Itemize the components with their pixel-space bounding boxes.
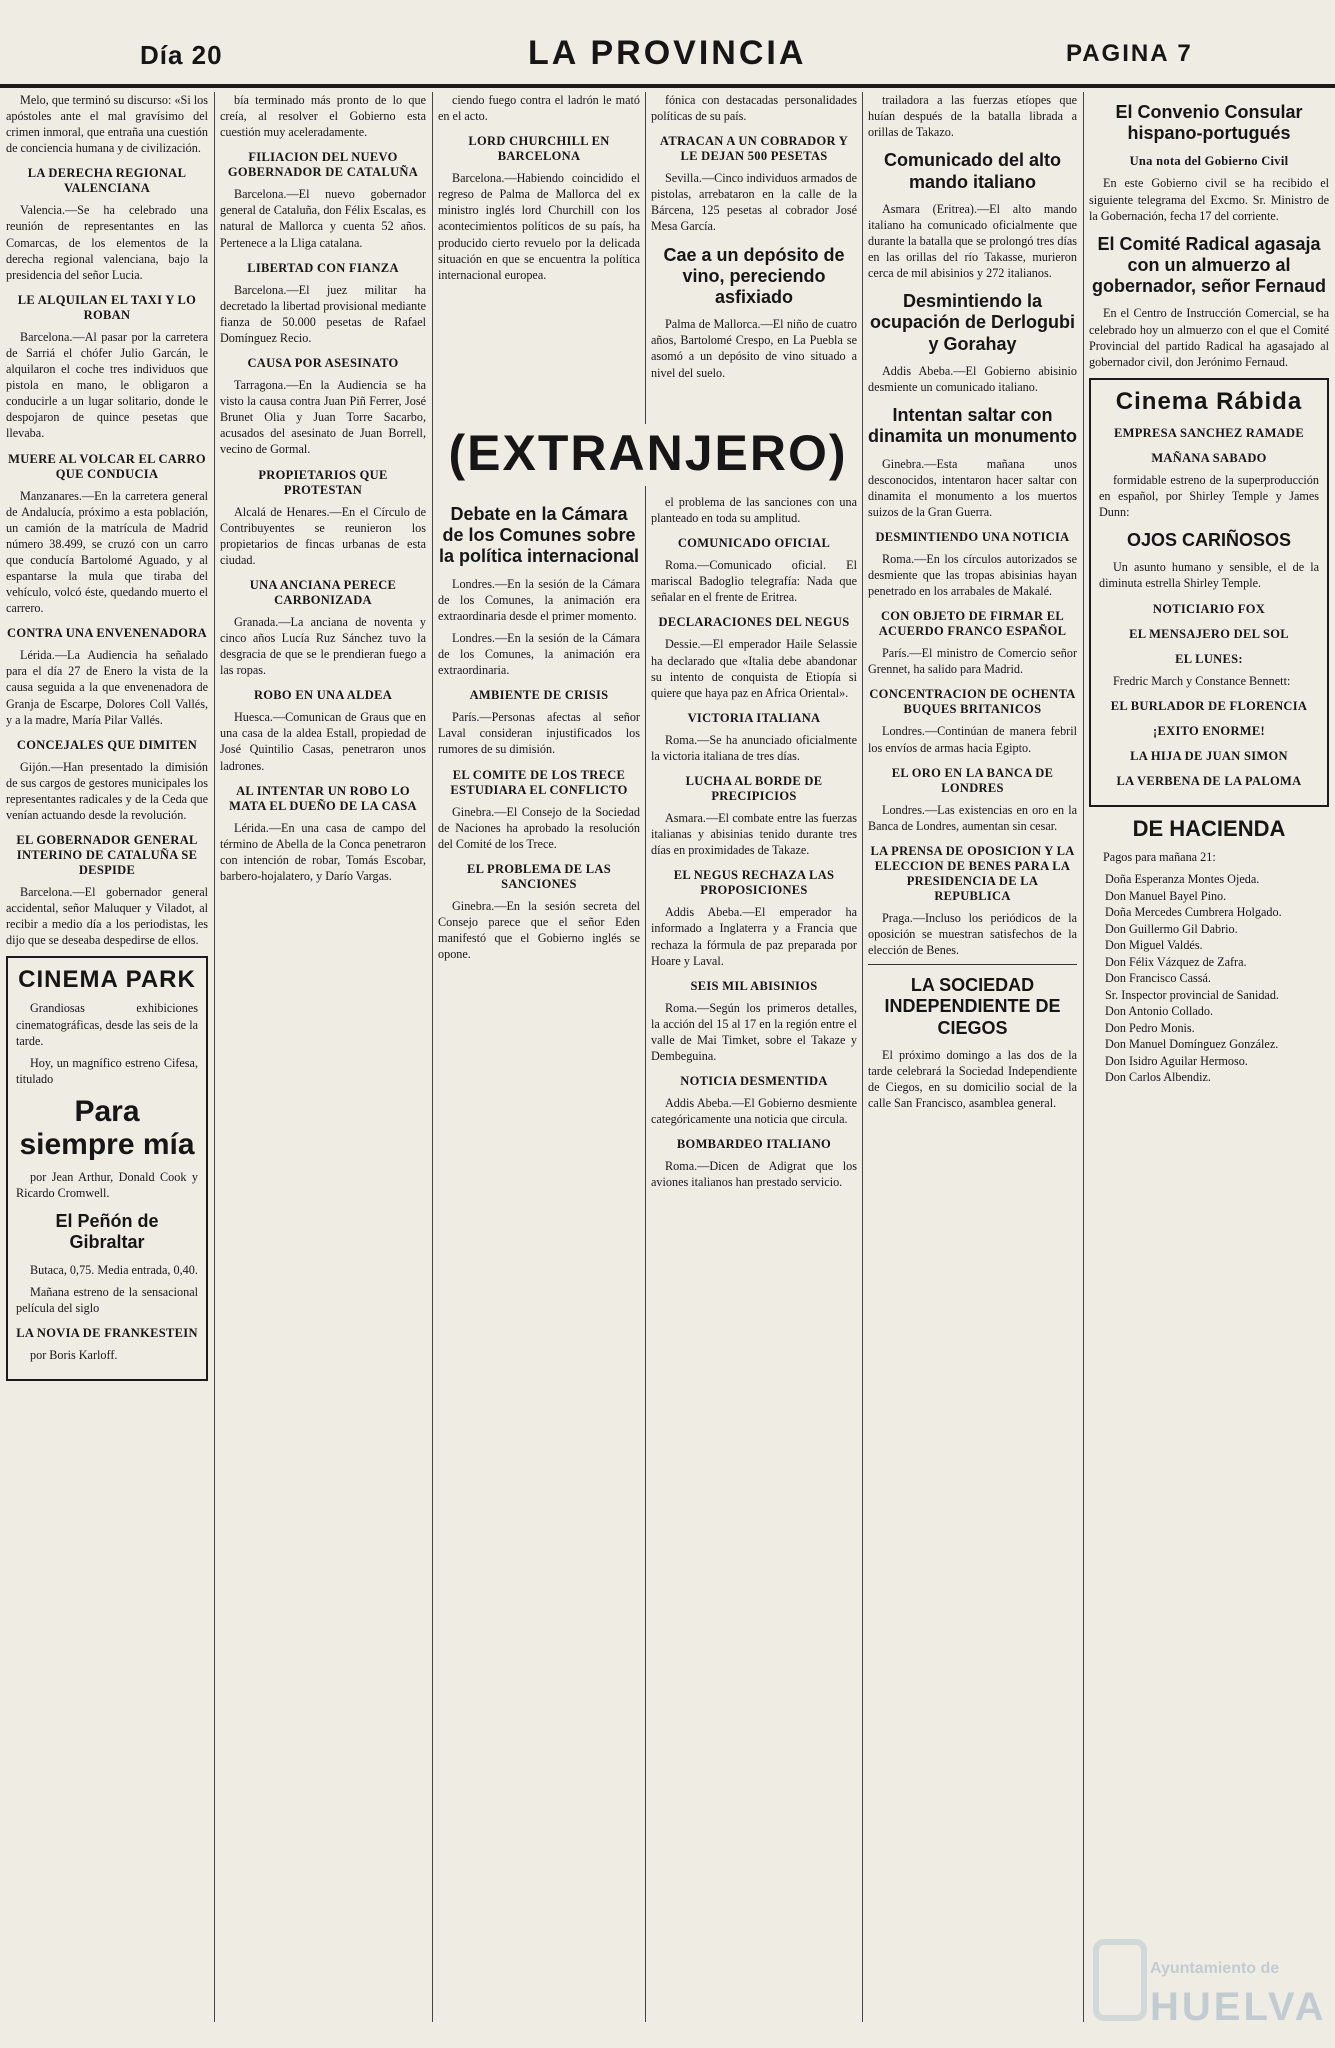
headline: Debate en la Cámara de los Comunes sobre la política internacional [438, 504, 640, 567]
article-text: Praga.—Incluso los periódicos de la oposición se muestran satisfechos de la elección de Benes. [868, 910, 1077, 957]
section-heading: FILIACION DEL NUEVO GOBERNADOR DE CATALUÑA [227, 150, 419, 180]
article-text: París.—Personas afectas al señor Laval consideran injustificados los rumores de su dimisión. [438, 710, 640, 757]
section-heading: CONCEJALES QUE DIMITEN [16, 737, 198, 752]
section-heading: BOMBARDEO ITALIANO [676, 1137, 832, 1152]
section-heading: EL ORO EN LA BANCA DE LONDRES [891, 765, 1054, 795]
ad-text: Mañana estreno de la sensacional película del siglo [16, 1284, 198, 1315]
column-divider [432, 92, 433, 2022]
section-heading: LE ALQUILAN EL TAXI Y LO ROBAN [17, 292, 197, 322]
section-heading: DECLARACIONES DEL NEGUS [658, 615, 850, 630]
list-item: Don Isidro Aguilar Hermoso. [1105, 1053, 1248, 1068]
column-4-lower [651, 494, 857, 2022]
article-text: Alcalá de Henares.—En el Círculo de Contribuyentes se reunieron los propietarios de fincas urbanas de esta ciudad. [220, 504, 426, 567]
cinema-park-ad [6, 956, 208, 1381]
section-heading: CAUSA POR ASESINATO [247, 356, 399, 371]
list-item: Doña Esperanza Montes Ojeda. [1105, 872, 1260, 887]
masthead-rule [0, 84, 1335, 88]
section-heading: VICTORIA ITALIANA [687, 710, 821, 725]
watermark-text: Ayuntamiento de [1150, 1960, 1280, 1977]
article-text: Barcelona.—Habiendo coincidido el regreso de Palma de Mallorca del ex ministro inglés lord Churchill con los acontecimientos políticos de su país, ha producido cierto revuelo por la delicada situación en que se encuentra la política internacional europea. [438, 171, 640, 282]
article-text: Londres.—En la sesión de la Cámara de los Comunes, la animación era extraordinaria. [438, 630, 640, 678]
newspaper-title: LA PROVINCIA [528, 34, 807, 72]
article-text: Tarragona.—En la Audiencia se ha visto la causa contra Juan Piñ Ferrer, José Brunet Olia y Juan Torre Sacarbo, acusados del asesinato de Juan Borrell, vecino de Gormal. [220, 378, 426, 457]
ad-film-title: LA HIJA DE JUAN SIMON [1130, 748, 1288, 763]
column-4-top [651, 92, 857, 422]
column-3-lower [438, 494, 640, 2022]
section-heading: UNA ANCIANA PERECE CARBONIZADA [249, 577, 397, 607]
section-heading: ROBO EN UNA ALDEA [253, 688, 393, 703]
article-text: Roma.—Según los primeros detalles, la acción del 15 al 17 en la región entre el valle de Mai Timket, sobre el Takaze y Dembeguina. [651, 1000, 857, 1063]
ad-film-title: EL BURLADOR DE FLORENCIA [1110, 698, 1308, 713]
article-text: Dessie.—El emperador Haile Selassie ha declarado que «Italia debe abandonar su intento de conquista de Etiopía si quiere que haya paz en Africa Oriental». [651, 637, 857, 700]
ad-title: Cinema Rábida [1115, 387, 1303, 415]
list-item: Don Miguel Valdés. [1105, 938, 1203, 953]
headline: LA SOCIEDAD INDEPENDIENTE DE CIEGOS [884, 975, 1061, 1038]
section-heading: LA DERECHA REGIONAL VALENCIANA [27, 166, 187, 196]
section-heading: MUERE AL VOLCAR EL CARRO QUE CONDUCIA [8, 451, 206, 481]
article-text: París.—El ministro de Comercio señor Grennet, ha salido para Madrid. [868, 646, 1077, 677]
ad-text: Un asunto humano y sensible, el de la diminuta estrella Shirley Temple. [1099, 560, 1319, 591]
ad-film-title: OJOS CARIÑOSOS [1126, 530, 1292, 551]
article-text: Addis Abeba.—El Gobierno desmiente categóricamente una noticia que circula. [651, 1096, 857, 1127]
article-text: Valencia.—Se ha celebrado una reunión de representantes en las Comarcas, de los elementos de la derecha regional valenciana, bajo la presidencia del señor Lucia. [6, 203, 208, 282]
ad-date: MAÑANA SABADO [1151, 450, 1267, 465]
article-text: Gijón.—Han presentado la dimisión de sus cargos de gestores municipales los representantes radicales y de la Ceda que venían actuando desde la revolución. [6, 759, 208, 822]
ad-film-title: EL MENSAJERO DEL SOL [1129, 626, 1289, 641]
section-heading: CONCENTRACION DE OCHENTA BUQUES BRITANICOS [869, 687, 1076, 717]
extranjero-banner [438, 424, 858, 486]
section-heading: LA PRENSA DE OPOSICION Y LA ELECCION DE BENES PARA LA PRESIDENCIA DE LA REPUBLICA [870, 843, 1075, 903]
article-text: Melo, que terminó su discurso: «Si los apóstoles ante el mal gravísimo del crimen inmoral, que entraña una cuestión de conciencia humana y de civilización. [6, 93, 208, 156]
section-heading: EL PROBLEMA DE LAS SANCIONES [467, 861, 611, 891]
column-6 [1089, 92, 1329, 2022]
list-item: Don Carlos Albendiz. [1105, 1069, 1211, 1084]
article-text: Granada.—La anciana de noventa y cinco años Lucía Ruz Sánchez tuvo la desgracia de que se le prendieran fuego a las ropas. [220, 614, 426, 678]
section-heading: COMUNICADO OFICIAL [677, 536, 831, 551]
column-2 [220, 92, 426, 2022]
article-text: Ginebra.—En la sesión secreta del Consejo parece que el señor Eden manifestó que el Gobierno inglés se opone. [438, 898, 640, 962]
list-item: Don Manuel Bayel Pino. [1105, 888, 1227, 903]
ad-text: Fredric March y Constance Bennett: [1113, 673, 1291, 688]
ad-text: Grandiosas exhibiciones cinematográficas, desde las seis de la tarde. [16, 1001, 198, 1048]
list-item: Doña Mercedes Cumbrera Holgado. [1105, 905, 1282, 920]
headline: El Convenio Consular hispano-portugués [1115, 102, 1303, 144]
article-text: Pagos para mañana 21: [1103, 850, 1216, 865]
section-heading: LIBERTAD CON FIANZA [247, 260, 399, 275]
column-divider [214, 92, 215, 2022]
ad-text: por Jean Arthur, Donald Cook y Ricardo Cromwell. [16, 1169, 198, 1201]
article-text: En este Gobierno civil se ha recibido el siguiente telegrama del Excmo. Sr. Ministro de la Gobernación, fecha 17 del corriente. [1089, 176, 1329, 223]
section-heading: PROPIETARIOS QUE PROTESTAN [258, 467, 388, 497]
section-heading: DESMINTIENDO UNA NOTICIA [875, 529, 1070, 544]
headline: Desmintiendo la ocupación de Derlogubi y Gorahay [869, 291, 1075, 354]
section-heading: NOTICIA DESMENTIDA [680, 1074, 828, 1089]
article-text: El próximo domingo a las dos de la tarde celebrará la Sociedad Independiente de Ciegos, en su domicilio social de la calle San Francisco, asamblea general. [868, 1047, 1077, 1111]
article-text: Barcelona.—El nuevo gobernador general de Cataluña, don Félix Escalas, es natural de Mallorca y cuenta 52 años. Pertenece a la Lliga catalana. [220, 187, 426, 250]
article-text: trailadora a las fuerzas etíopes que huían después de la batalla librada a orillas de Takazo. [868, 93, 1077, 140]
article-text: En el Centro de Instrucción Comercial, se ha celebrado hoy un almuerzo con el que el Comité Provincial del partido Radical ha agasajado al gobernador civil, don Jerónimo Fernaud. [1089, 306, 1329, 369]
article-text: Roma.—Se ha anunciado oficialmente la victoria italiana de tres días. [651, 732, 857, 763]
divider [868, 964, 1077, 965]
list-item: Don Antonio Collado. [1105, 1004, 1213, 1019]
page-number: PAGINA 7 [1066, 40, 1193, 67]
list-item: Don Guillermo Gil Dabrio. [1105, 921, 1238, 936]
article-text: Roma.—Dicen de Adigrat que los aviones italianos han prestado servicio. [651, 1159, 857, 1190]
article-text: Londres.—Las existencias en oro en la Banca de Londres, aumentan sin cesar. [868, 802, 1077, 833]
ad-text: Hoy, un magnífico estreno Cifesa, titulado [16, 1055, 198, 1086]
article-text: Roma.—En los círculos autorizados se desmiente que las tropas abisinias hayan penetrado en los arrabales de Makalé. [868, 551, 1077, 599]
article-text: Palma de Mallorca.—El niño de cuatro años, Bartolomé Crespo, en La Puebla se asomó a un depósito de vino situado a nivel del suelo. [651, 317, 857, 380]
article-text: fónica con destacadas personalidades políticas de su país. [651, 93, 857, 124]
ad-company: EMPRESA SANCHEZ RAMADE [1114, 425, 1304, 440]
payee-list [1089, 871, 1329, 1085]
article-text: Roma.—Comunicado oficial. El mariscal Badoglio telegrafía: Nada que señalar en el frente de Eritrea. [651, 558, 857, 605]
headline: Intentan saltar con dinamita un monumento [868, 405, 1077, 447]
headline: El Comité Radical agasaja con un almuerzo al gobernador, señor Fernaud [1091, 233, 1327, 297]
article-text: Barcelona.—El juez militar ha decretado la libertad provisional mediante fianza de 50.000 pesetas de Rafael Domínguez Recio. [220, 282, 426, 345]
section-banner: (EXTRANJERO) [448, 425, 848, 481]
article-text: el problema de las sanciones con una planteado en toda su amplitud. [651, 495, 857, 526]
column-divider [862, 92, 863, 2022]
headline: DE HACIENDA [1132, 815, 1286, 841]
ad-film-title: Para siempre mía [19, 1094, 195, 1161]
watermark-text: HUELVA [1150, 1985, 1327, 2029]
article-text: Ginebra.—El Consejo de la Sociedad de Naciones ha aprobado la resolución del Comité de los Trece. [438, 804, 640, 851]
column-3-top [438, 92, 640, 422]
section-heading: LUCHA AL BORDE DE PRECIPICIOS [685, 774, 823, 804]
article-text: Sevilla.—Cinco individuos armados de pistolas, arrebataron en la calle de la Bárcena, 125 pesetas al cobrador José Mesa García. [651, 171, 857, 234]
ad-title: CINEMA PARK [18, 966, 196, 994]
cinema-rabida-ad [1089, 378, 1329, 807]
section-heading: SEIS MIL ABISINIOS [690, 978, 818, 993]
article-text: Lérida.—En una casa de campo del término de Abella de la Conca penetraron con intención de robar, Tomás Escobar, barbero-hojalatero, y Darío Vargas. [220, 820, 426, 883]
section-heading: EL NEGUS RECHAZA LAS PROPOSICIONES [673, 868, 835, 898]
article-text: Lérida.—La Audiencia ha señalado para el día 27 de Enero la vista de la causa seguida a la que envenenadora de Granja de Escarpe, Dolores Coll Vallés, y a la madre, María Pilar Vallés. [6, 648, 208, 727]
article-text: Barcelona.—Al pasar por la carretera de Sarriá el chófer Julio Garcán, le alquilaron el coche tres individuos que pistola en mano, le obligaron a conducirle a un lugar solitario, donde le despojaron de quince pesetas que llevaba. [6, 329, 208, 441]
column-divider [1083, 92, 1084, 2022]
column-5 [868, 92, 1077, 2022]
ad-text: formidable estreno de la superproducción en español, por Shirley Temple y James Dunn: [1099, 472, 1319, 520]
article-text: Addis Abeba.—El emperador ha informado a Inglaterra y a Francia que rechaza la fórmula de paz preparada por Hoare y Laval. [651, 905, 857, 968]
article-text: ciendo fuego contra el ladrón le mató en el acto. [438, 93, 640, 124]
ad-text: Butaca, 0,75. Media entrada, 0,40. [30, 1262, 198, 1277]
article-text: Londres.—Continúan de manera febril los envíos de armas hacia Egipto. [868, 724, 1077, 755]
section-heading: CON OBJETO DE FIRMAR EL ACUERDO FRANCO ESPAÑOL [878, 609, 1067, 639]
section-heading: AMBIENTE DE CRISIS [469, 688, 609, 703]
article-text: Asmara (Eritrea).—El alto mando italiano ha comunicado oficialmente que durante la batalla que se prolongó tres días en las orillas del río Takasse, murieron cerca de mil abisinios y 272 italianos. [868, 201, 1077, 281]
list-item: Don Francisco Cassá. [1105, 971, 1211, 986]
column-divider [645, 92, 646, 2022]
article-text: Ginebra.—Esta mañana unos desconocidos, intentaron hacer saltar con dinamita el monumento a los muertos suizos de la Gran Guerra. [868, 456, 1077, 519]
article-text: bía terminado más pronto de lo que creía, al resolver el Gobierno esta cuestión muy aceleradamente. [220, 93, 426, 140]
headline: Comunicado del alto mando italiano [883, 150, 1061, 192]
list-item: Don Félix Vázquez de Zafra. [1105, 954, 1247, 969]
section-heading: EL GOBERNADOR GENERAL INTERINO DE CATALUÑA SE DESPIDE [16, 833, 198, 878]
article-text: Addis Abeba.—El Gobierno abisinio desmiente un comunicado italiano. [868, 363, 1077, 395]
ad-text: ¡EXITO ENORME! [1153, 723, 1265, 738]
ad-film-title: LA VERBENA DE LA PALOMA [1116, 773, 1302, 788]
list-item: Don Manuel Domínguez González. [1105, 1037, 1279, 1052]
ad-film-title: LA NOVIA DE FRANKESTEIN [16, 1325, 198, 1340]
list-item: Don Pedro Monis. [1105, 1020, 1195, 1035]
section-heading: LORD CHURCHILL EN BARCELONA [468, 134, 610, 164]
ad-newsreel: NOTICIARIO FOX [1152, 601, 1266, 616]
section-subheading: Una nota del Gobierno Civil [1129, 154, 1289, 169]
section-heading: EL COMITE DE LOS TRECE ESTUDIARA EL CONFLICTO [450, 767, 628, 797]
ad-film-title: El Peñón de Gibraltar [55, 1211, 159, 1253]
section-heading: AL INTENTAR UN ROBO LO MATA EL DUEÑO DE LA CASA [229, 783, 417, 813]
section-heading: CONTRA UNA ENVENENADORA [7, 626, 207, 641]
headline: Cae a un depósito de vino, pereciendo asfixiado [663, 244, 845, 308]
list-item: Sr. Inspector provincial de Sanidad. [1105, 987, 1279, 1002]
ad-text: por Boris Karloff. [30, 1347, 118, 1362]
masthead [0, 0, 1335, 86]
article-text: Huesca.—Comunican de Graus que en una casa de la aldea Estall, propiedad de José Quintilio Casas, penetraron unos ladrones. [220, 710, 426, 773]
article-text: Asmara.—El combate entre las fuerzas italianas y abisinias tenido durante tres días en proximidades de Takaze. [651, 811, 857, 858]
article-text: Barcelona.—El gobernador general accidental, señor Maluquer y Viladot, al recibir a medio día a los periodistas, les dijo que se deseaba despedirse de ellos. [6, 885, 208, 948]
section-heading: ATRACAN A UN COBRADOR Y LE DEJAN 500 PESETAS [659, 134, 849, 164]
article-text: Manzanares.—En la carretera general de Andalucía, próximo a esta población, un camión de la matrícula de Madrid número 38.499, se cruzó con un carro que conducía Bartolomé Aguado, y al espantarse la mula que tiraba del vehículo, volcó éste, quedando muerto el carrero. [6, 488, 208, 616]
article-text: Londres.—En la sesión de la Cámara de los Comunes, la animación era extraordinaria desde el primer momento. [438, 576, 640, 623]
page-date: Día 20 [140, 40, 223, 70]
ad-date: EL LUNES: [1175, 651, 1243, 666]
column-1 [6, 92, 208, 2022]
